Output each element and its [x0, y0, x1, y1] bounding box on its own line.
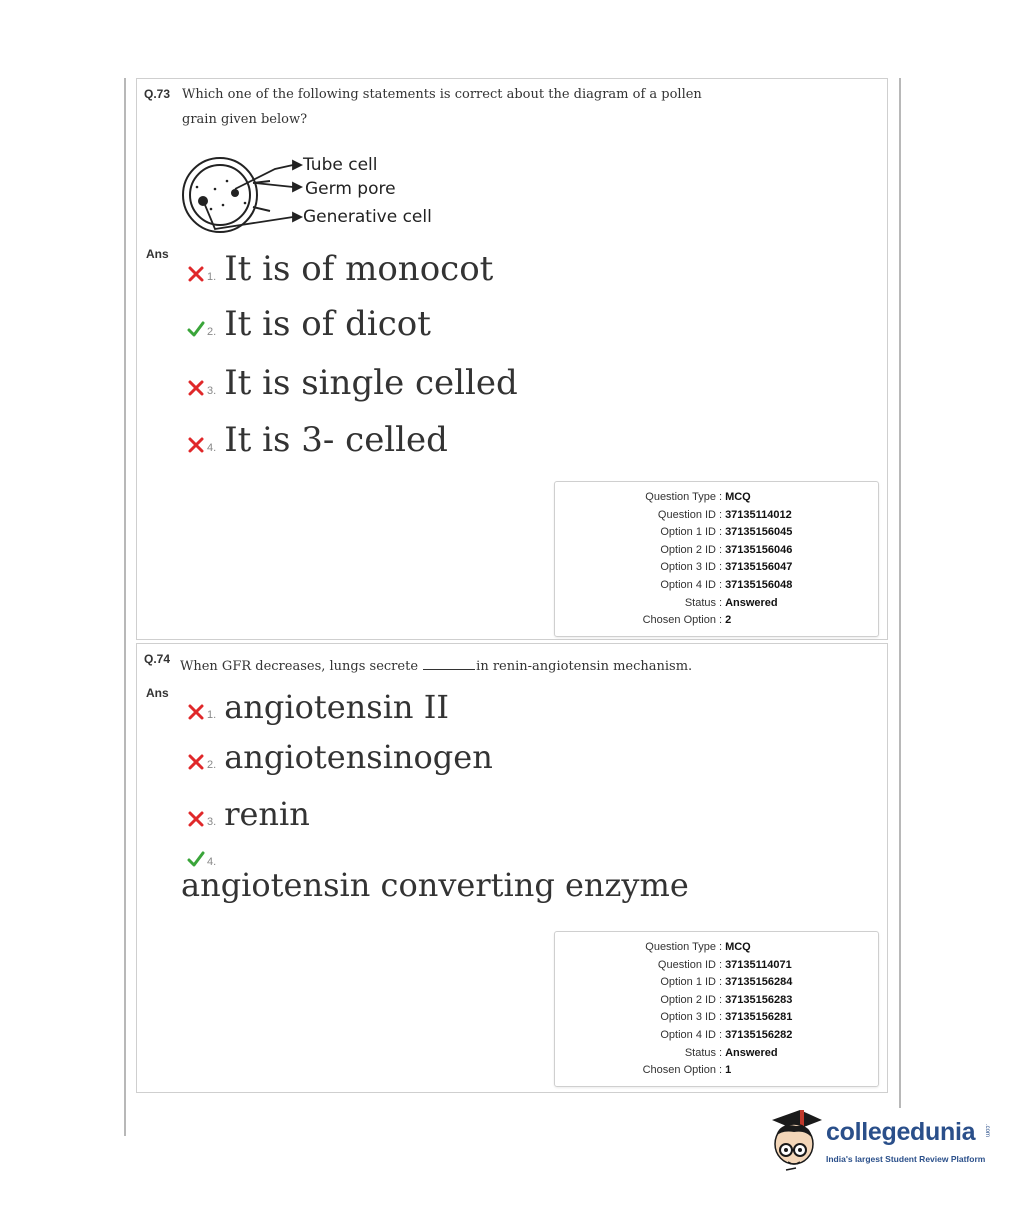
meta-value: 37135156047 — [725, 561, 793, 574]
meta-separator: : — [719, 958, 723, 971]
meta-key: Option 3 ID — [660, 561, 716, 574]
logo-suffix: .com — [984, 1124, 990, 1138]
option-3 — [187, 363, 518, 403]
option-1 — [187, 249, 493, 289]
logo-tagline: India's largest Student Review Platform — [826, 1154, 986, 1164]
meta-row — [555, 992, 878, 1010]
question-text — [180, 654, 692, 679]
meta-key: Status — [684, 1046, 716, 1059]
option-text: It is of monocot — [224, 249, 494, 289]
meta-key: Option 1 ID — [660, 976, 716, 989]
cross-icon — [187, 810, 205, 828]
tube-nucleus — [231, 189, 239, 197]
meta-row — [555, 1045, 878, 1063]
pollen-grain-diagram — [175, 151, 445, 241]
question-number: Q.74 — [144, 652, 171, 666]
mascot-icon — [766, 1106, 824, 1172]
option-number: 4. — [207, 856, 217, 868]
option-1 — [187, 688, 449, 726]
fill-in-blank — [423, 669, 475, 670]
meta-key: Chosen Option — [642, 614, 716, 627]
meta-key: Question ID — [657, 508, 716, 521]
option-2 — [187, 738, 493, 776]
meta-separator: : — [719, 1046, 723, 1059]
meta-separator: : — [719, 976, 723, 989]
meta-row — [555, 1009, 878, 1027]
question-meta-panel — [554, 481, 879, 637]
question-meta-panel — [554, 931, 879, 1087]
meta-row — [555, 1062, 878, 1080]
meta-separator: : — [719, 941, 723, 953]
option-number: 1. — [207, 271, 217, 283]
collegedunia-logo[interactable] — [766, 1106, 996, 1176]
option-number: 2. — [207, 326, 217, 338]
question-text — [182, 82, 702, 132]
option-number: 1. — [207, 709, 217, 721]
meta-value: 37135156046 — [725, 543, 793, 556]
cross-icon — [187, 265, 205, 283]
right-page-rule — [899, 78, 901, 1108]
question-block-73 — [136, 78, 888, 640]
meta-row — [555, 559, 878, 577]
option-number: 4. — [207, 442, 217, 454]
meta-value: 2 — [725, 614, 732, 627]
option-text: It is single celled — [224, 363, 518, 403]
meta-key: Option 4 ID — [660, 1028, 716, 1041]
option-number: 2. — [207, 759, 217, 771]
generative-cell — [198, 196, 208, 206]
option-number: 3. — [207, 816, 217, 828]
meta-row — [555, 507, 878, 525]
meta-value: 37135156282 — [725, 1028, 793, 1041]
question-text-line: Which one of the following statements is correct about the diagram of a pollen — [182, 87, 702, 102]
meta-separator: : — [719, 578, 723, 591]
question-text-line: grain given below? — [182, 112, 308, 127]
option-text: renin — [224, 795, 310, 833]
meta-row — [555, 542, 878, 560]
meta-key: Question ID — [657, 958, 716, 971]
meta-row — [555, 974, 878, 992]
option-4 — [187, 847, 224, 868]
option-4 — [187, 420, 448, 460]
meta-key: Option 1 ID — [660, 526, 716, 539]
meta-separator: : — [719, 543, 723, 556]
question-text-after: in renin-angiotensin mechanism. — [476, 659, 693, 674]
question-text-before: When GFR decreases, lungs secrete — [180, 659, 423, 674]
logo-wordmark: collegedunia — [826, 1118, 976, 1146]
meta-key: Option 3 ID — [660, 1011, 716, 1024]
meta-row — [555, 1027, 878, 1045]
meta-value: 37135156283 — [725, 993, 793, 1006]
meta-value: MCQ — [725, 491, 751, 503]
option-text: It is of dicot — [224, 304, 431, 344]
left-page-rule — [124, 78, 126, 1136]
meta-row — [555, 489, 878, 507]
label-germ-pore: Germ pore — [305, 179, 396, 199]
meta-value: MCQ — [725, 941, 751, 953]
option-text: angiotensin II — [224, 688, 449, 726]
option-text: angiotensinogen — [224, 738, 493, 776]
meta-separator: : — [719, 1064, 723, 1077]
meta-separator: : — [719, 526, 723, 539]
question-block-74 — [136, 643, 888, 1093]
meta-separator: : — [719, 508, 723, 521]
meta-key: Status — [684, 596, 716, 609]
cross-icon — [187, 753, 205, 771]
meta-value: 37135114071 — [725, 958, 792, 971]
meta-row — [555, 595, 878, 613]
cross-icon — [187, 436, 205, 454]
option-number: 3. — [207, 385, 217, 397]
meta-value: Answered — [725, 1046, 778, 1059]
meta-separator: : — [719, 1028, 723, 1041]
meta-separator: : — [719, 491, 723, 503]
meta-key: Question Type — [645, 941, 716, 953]
option-4-text: angiotensin converting enzyme — [181, 866, 689, 904]
meta-key: Chosen Option — [642, 1064, 716, 1077]
option-text: It is 3- celled — [224, 420, 448, 460]
meta-key: Question Type — [645, 491, 716, 503]
pollen-inner-wall — [190, 165, 250, 225]
meta-value: 37135156048 — [725, 578, 793, 591]
cross-icon — [187, 379, 205, 397]
meta-value: Answered — [725, 596, 778, 609]
meta-key: Option 2 ID — [660, 543, 716, 556]
label-generative-cell: Generative cell — [303, 207, 432, 227]
meta-separator: : — [719, 993, 723, 1006]
meta-value: 37135156281 — [725, 1011, 793, 1024]
question-number: Q.73 — [144, 87, 171, 101]
meta-value: 37135156045 — [725, 526, 793, 539]
meta-separator: : — [719, 614, 723, 627]
meta-row — [555, 957, 878, 975]
meta-value: 37135114012 — [725, 508, 792, 521]
meta-row — [555, 939, 878, 957]
option-3 — [187, 795, 310, 833]
check-icon — [187, 320, 205, 338]
pollen-outer-wall — [183, 158, 257, 232]
ans-label: Ans — [146, 686, 169, 700]
meta-value: 37135156284 — [725, 976, 793, 989]
meta-row — [555, 612, 878, 630]
meta-key: Option 2 ID — [660, 993, 716, 1006]
option-2 — [187, 304, 431, 344]
meta-row — [555, 524, 878, 542]
meta-row — [555, 577, 878, 595]
arrow-germ-pore — [255, 183, 293, 187]
meta-separator: : — [719, 561, 723, 574]
ans-label: Ans — [146, 247, 169, 261]
meta-key: Option 4 ID — [660, 578, 716, 591]
meta-separator: : — [719, 1011, 723, 1024]
label-tube-cell: Tube cell — [303, 155, 378, 175]
meta-value: 1 — [725, 1064, 732, 1077]
cross-icon — [187, 703, 205, 721]
meta-separator: : — [719, 596, 723, 609]
